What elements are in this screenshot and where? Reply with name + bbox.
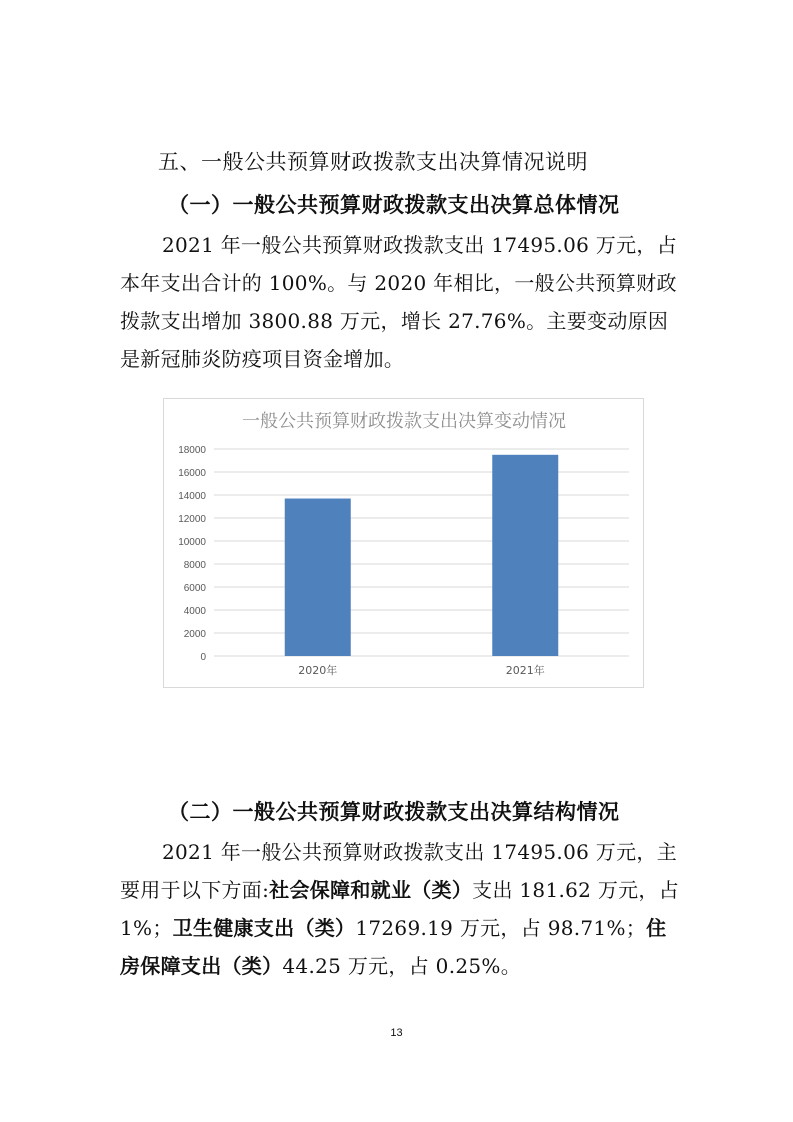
chart-canvas xyxy=(164,399,643,687)
section-heading: 五、一般公共预算财政拨款支出决算情况说明 xyxy=(158,150,588,174)
bar-chart xyxy=(163,398,644,688)
housing-amount: 44.25 万元，占 0.25%。 xyxy=(282,954,522,978)
category-social-security: 社会保障和就业（类） xyxy=(269,878,473,902)
social-security-amount: 支出 181.62 万元，占 1%； xyxy=(120,878,680,940)
overall-text: 2021 年一般公共预算财政拨款支出 17495.06 万元，占本年支出合计的 100%。与 2020 年相比，一般公共预算财政拨款支出增加 3800.88 万元，增长 27.76%。主要变动原因是新冠肺炎防疫项目资金增加。 xyxy=(120,233,677,371)
y-tick-label: 6000 xyxy=(183,583,206,594)
y-tick-label: 4000 xyxy=(183,606,206,617)
bar-2021年 xyxy=(492,455,558,656)
structure-text xyxy=(120,833,680,985)
overall-paragraph xyxy=(120,226,680,378)
y-tick-label: 2000 xyxy=(183,629,206,640)
bar-2020年 xyxy=(285,499,351,656)
subsection-heading-overall: （一）一般公共预算财政拨款支出决算总体情况 xyxy=(168,193,620,217)
y-tick-label: 14000 xyxy=(178,491,206,502)
x-tick-label: 2021年 xyxy=(505,664,545,677)
x-tick-label: 2020年 xyxy=(298,664,338,677)
y-tick-label: 12000 xyxy=(178,514,206,525)
y-tick-label: 16000 xyxy=(178,468,206,479)
health-amount: 17269.19 万元，占 98.71%； xyxy=(355,916,647,940)
y-tick-label: 0 xyxy=(200,652,206,663)
chart-title: 一般公共预算财政拨款支出决算变动情况 xyxy=(242,411,566,432)
page-number: 13 xyxy=(390,1027,403,1039)
category-housing: 住房保障支出（类） xyxy=(120,916,667,978)
structure-paragraph xyxy=(120,833,680,985)
y-tick-label: 10000 xyxy=(178,537,206,548)
category-health: 卫生健康支出（类） xyxy=(172,916,356,940)
structure-intro: 2021 年一般公共预算财政拨款支出 17495.06 万元，主要用于以下方面: xyxy=(120,840,677,902)
y-tick-label: 8000 xyxy=(183,560,206,571)
subsection-heading-structure: （二）一般公共预算财政拨款支出决算结构情况 xyxy=(168,800,620,824)
y-tick-label: 18000 xyxy=(178,445,206,456)
